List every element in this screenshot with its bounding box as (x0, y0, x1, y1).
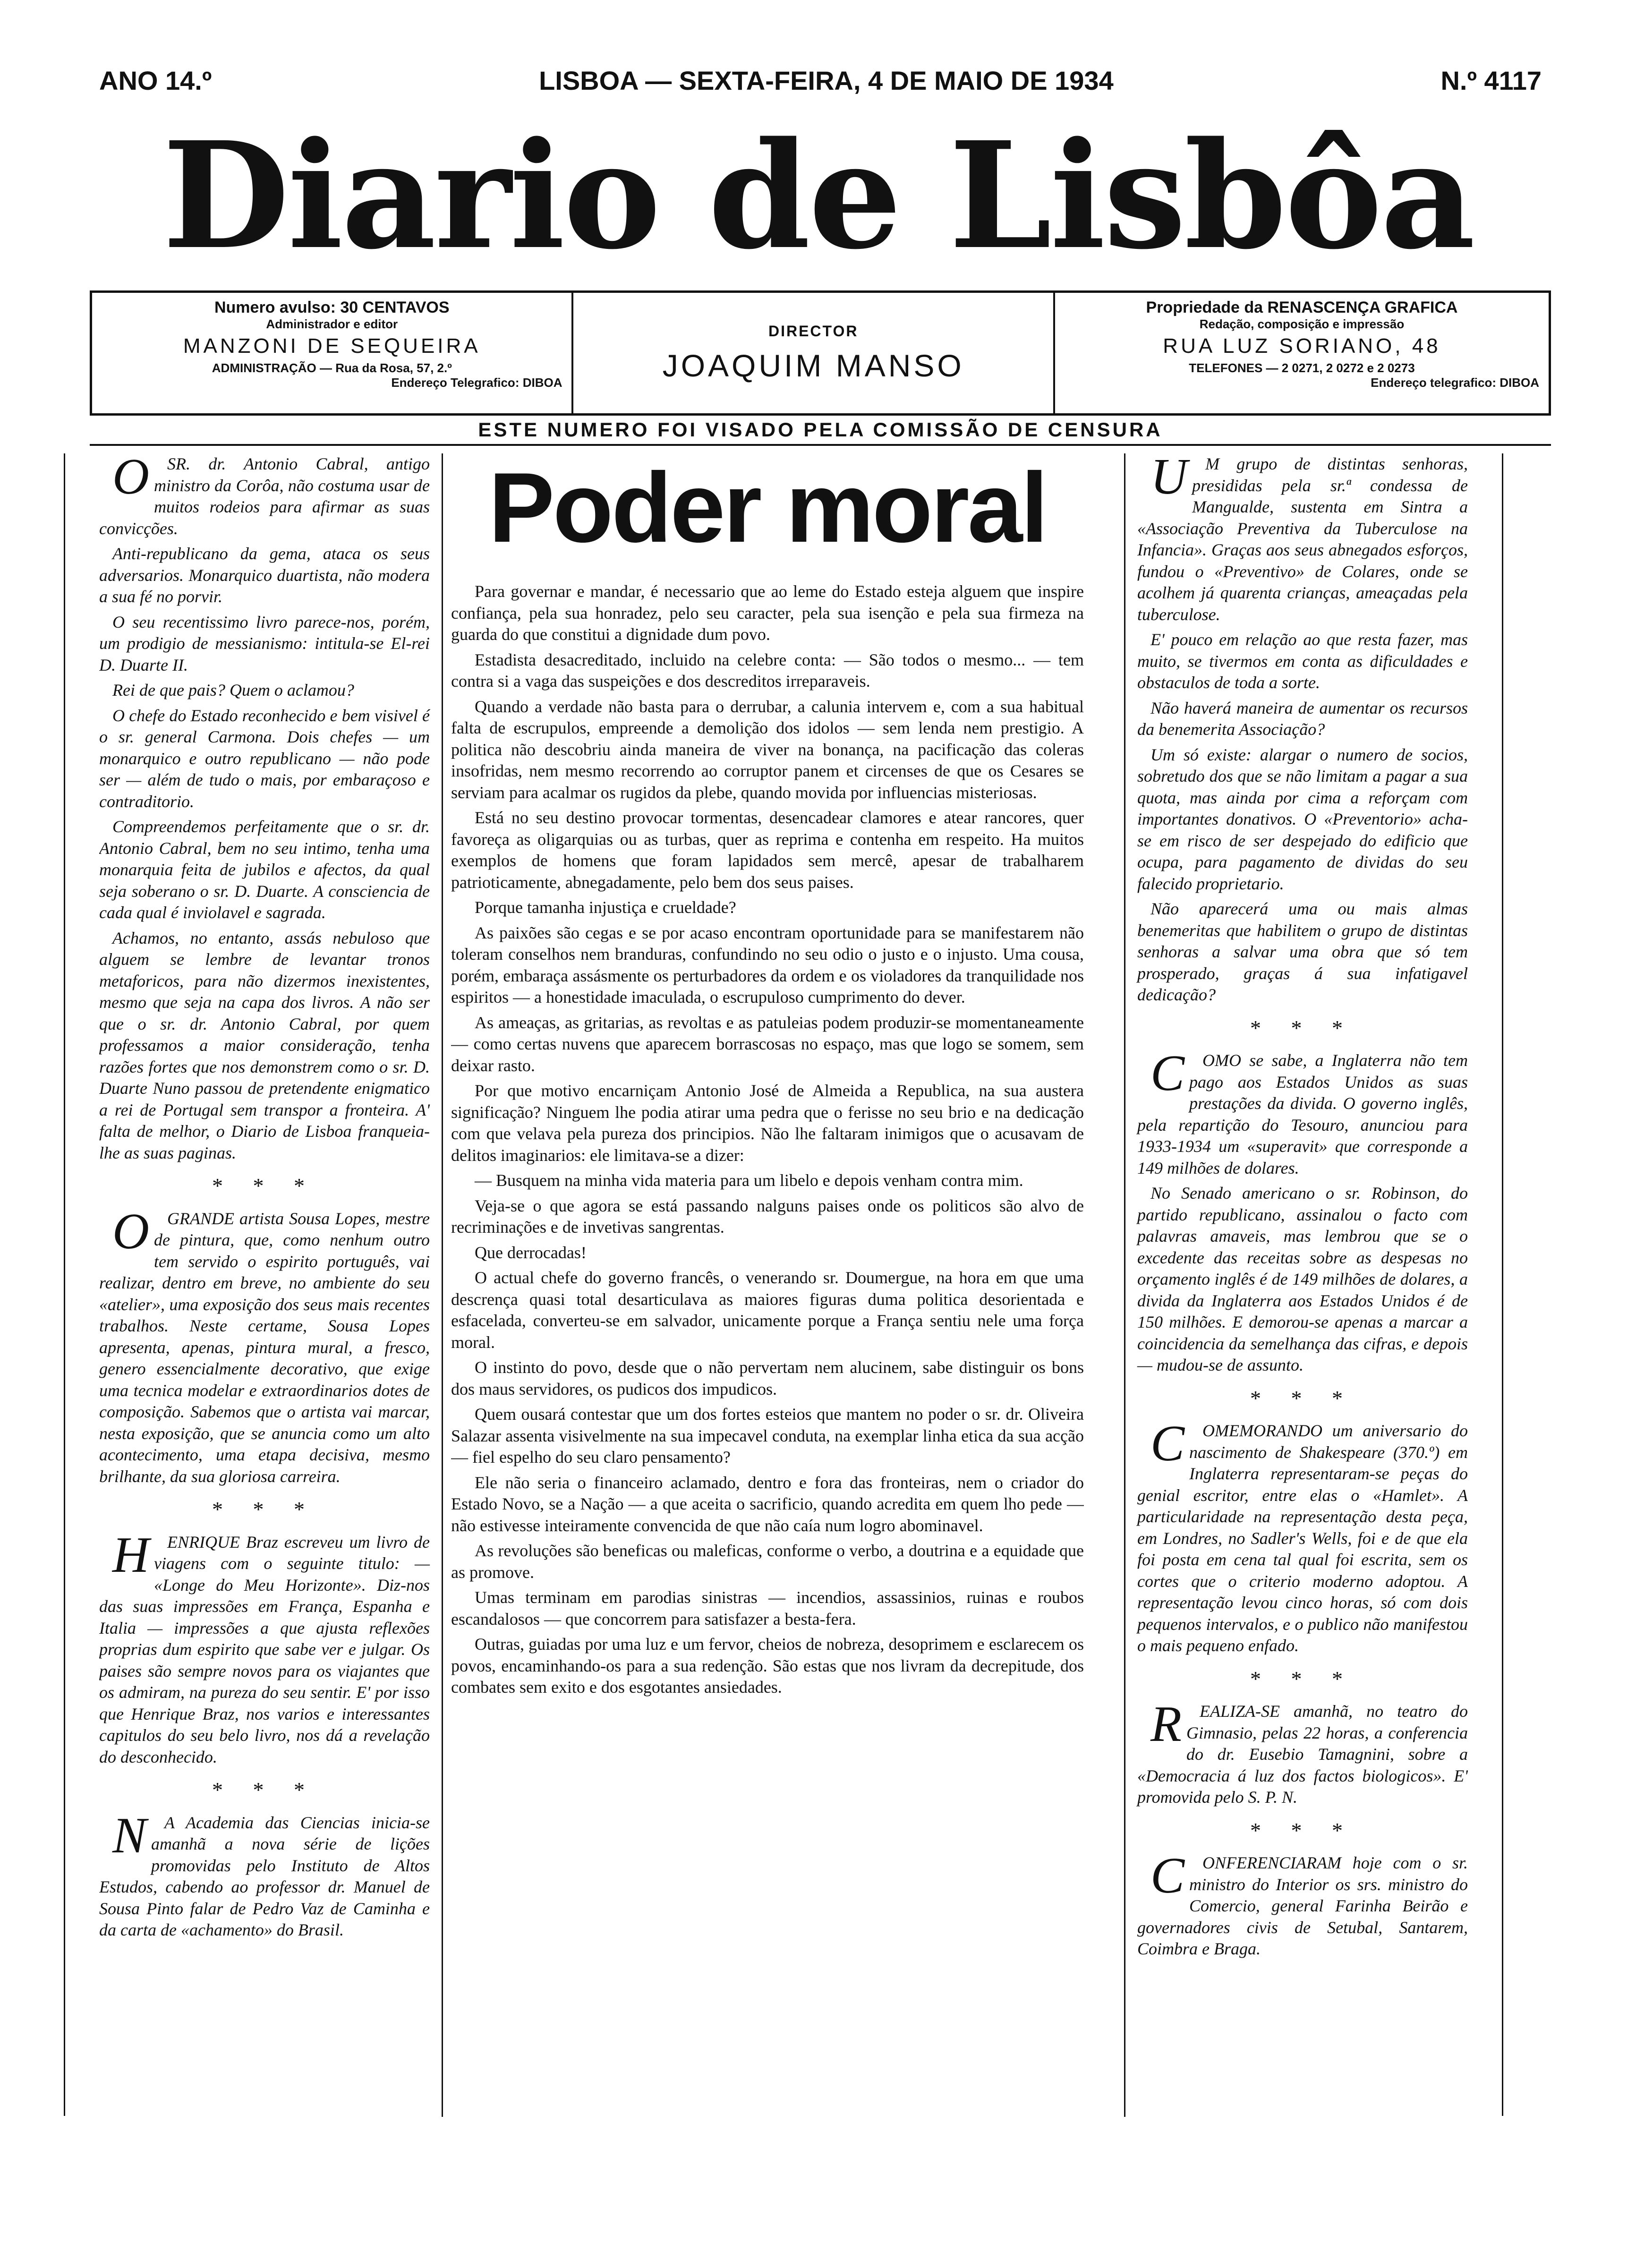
telegraph-address-right: Endereço telegrafico: DIBOA (1371, 375, 1539, 390)
telephones: TELEFONES — 2 0271, 2 0272 e 2 0273 (1189, 361, 1415, 375)
brief-text: O chefe do Estado reconhecido e bem visivel é o sr. general Carmona. Dois chefes — um monarquico e outro republicano — não pode ser — além de tudo o mais, por embaraçoso e contraditorio. (99, 706, 430, 811)
brief-text: GRANDE artista Sousa Lopes, mestre de pintura, que, como nenhum outro tem servido o espirito português, vai realizar, dentro em breve, no ambiente do seu «atelier», uma exposição dos seus mais recentes trabalhos. Neste certame, Sousa Lopes apresenta, apenas, pintura mural, a fresco, genero essencialmente decorativo, que exige uma tecnica modelar e extraordinarios dotes de composição. Sabemos que o artista vai marcar, nesta exposição, que se anuncia como um alto acontecimento, uma etapa decisiva, mesmo brilhante, da sua gloriosa carreira. (99, 1209, 430, 1486)
brief-text: Um só existe: alargar o numero de socios, sobretudo dos que se não limitam a pagar a sua quota, mas ainda por cima a reforçam com importantes donativos. O «Preventorio» acha-se em risco de ser despejado do edificio que ocupa, para pagamento de dividas do seu falecido proprietario. (1137, 745, 1468, 893)
brief-text: Não aparecerá uma ou mais almas benemeritas que habilitem o grupo de distintas senhoras a salvar uma obra que só tem prosperado, graças á sua infatigavel dedicação? (1137, 899, 1468, 1004)
info-left (92, 293, 573, 413)
admin-address: ADMINISTRAÇÃO — Rua da Rosa, 57, 2.º (212, 361, 452, 375)
brief-text: Compreendemos perfeitamente que o sr. dr. Antonio Cabral, bem no seu intimo, tenha uma monarquia feita de jubilos e afectos, da qual seja soberano o sr. D. Duarte. A consciencia de cada qual é inviolavel e sagrada. (99, 817, 430, 922)
brief-paragraph (1137, 629, 1468, 694)
masthead-info-box (90, 290, 1551, 416)
editorial-paragraph: Para governar e mandar, é necessario que ao leme do Estado esteja alguem que inspire confiança, pela sua honradez, pelo seu caracter, pela sua isenção e pela sua firmeza na guarda do que constitui a dignidade dum povo. (451, 582, 1084, 644)
director-label: DIRECTOR (768, 323, 859, 340)
drop-cap: C (1150, 1848, 1185, 1904)
brief-paragraph (1137, 898, 1468, 1006)
info-middle (573, 293, 1055, 413)
editorial-paragraph: Veja-se o que agora se está passando nalguns paises onde os politicos são alvo de recriminações e de invetivas sangrentas. (451, 1196, 1084, 1236)
telegraph-address-left: Endereço Telegrafico: DIBOA (391, 375, 562, 390)
left-border-rule (64, 453, 65, 2116)
newspaper-title: Diario de Lisbôa (162, 110, 1474, 282)
news-brief (99, 1203, 430, 1488)
editorial-paragraph: Ele não seria o financeiro aclamado, dentro e fora das fronteiras, nem o criador do Estado Novo, se a Nação — a que aceita o sacrificio, quando acredita em quem lho pede — não estivesse inteiramente convencida de que não caía num logro abominavel. (451, 1473, 1084, 1535)
drop-cap: N (112, 1807, 147, 1864)
editorial-headline: Poder moral (488, 453, 1047, 563)
price-label: Numero avulso: 30 CENTAVOS (214, 298, 450, 316)
editorial-paragraph: Porque tamanha injustiça e crueldade? (475, 898, 736, 917)
brief-paragraph (99, 705, 430, 813)
brief-paragraph (1137, 1045, 1468, 1179)
editorial-paragraph: Quando a verdade não basta para o derrubar, a calunia intervem e, com a sua habitual falta de escrupulos, empreende a demolição dos idolos — sem lenda nem prestigio. A politica não descobriu ainda maneira de viver na bonança, na pacificação das coleras insofridas, nem mesmo recorrendo ao corruptor panem et circenses de que os Cesares se serviam para acalmar os rugidos da plebe, quando movida por influencias misteriosas. (451, 697, 1084, 802)
brief-text: OMEMORANDO um aniversario do nascimento de Shakespeare (370.º) em Inglaterra representaram-se peças do genial escritor, entre elas o «Hamlet». A particularidade na representação desta peça, em Londres, no Sadler's Wells, foi e de que ela foi posta em cena tal qual foi escrita, sem os cortes que o criterio moderno adoptou. A representação levou cinco horas, só com dois pequenos intervalos, e o publico não manifestou o mais pequeno enfado. (1137, 1421, 1468, 1655)
brief-paragraph (1137, 1183, 1468, 1376)
censorship-note: ESTE NUMERO FOI VISADO PELA COMISSÃO DE CENSURA (90, 416, 1551, 446)
brief-paragraph (99, 1807, 430, 1941)
editorial-paragraph: As revoluções são beneficas ou maleficas, conforme o verbo, a doutrina e a equidade que as promove. (451, 1541, 1084, 1582)
dateline-bar (99, 59, 1542, 102)
press-role: Redação, composição e impressão (1199, 317, 1405, 331)
brief-paragraph (1137, 698, 1468, 741)
year-label: ANO 14.º (99, 65, 212, 95)
left-column (99, 453, 443, 2117)
news-brief (1137, 1415, 1468, 1657)
news-brief (1137, 1696, 1468, 1808)
section-separator: * * * (212, 1174, 317, 1198)
director-name: JOAQUIM MANSO (662, 348, 964, 383)
news-brief (1137, 453, 1468, 1006)
brief-paragraph (1137, 744, 1468, 895)
news-brief (1137, 1848, 1468, 1960)
press-address: RUA LUZ SORIANO, 48 (1163, 334, 1441, 358)
brief-text: Achamos, no entanto, assás nebuloso que alguem se lembre de levantar tronos metaforicos, para não dizermos inexistentes, mesmo que seja na capa dos livros. A não ser que o sr. dr. Antonio Cabral, por quem professamos a maior consideração, tenha razões fortes que nos demonstrem como o sr. D. Duarte Nuno passou de pretendente enigmatico a rei de Portugal sem transpor a fronteira. A' falta de melhor, o Diario de Lisboa franqueia-lhe as suas paginas. (99, 928, 430, 1162)
editor-name: MANZONI DE SEQUEIRA (183, 334, 481, 358)
brief-text: Não haverá maneira de aumentar os recursos da benemerita Associação? (1137, 698, 1468, 739)
brief-text: No Senado americano o sr. Robinson, do partido republicano, assinalou o facto com palavras amaveis, mas lembrou que se o excedente das receitas sobre as despesas no orçamento inglês é de 149 milhões de dolares, a divida da Inglaterra aos Estados Unidos é de 150 milhões. E demorou-se apenas a marcar a coincidencia da semelhança das cifras, e depois — mudou-se de assunto. (1137, 1184, 1468, 1374)
drop-cap: C (1150, 1415, 1185, 1472)
brief-paragraph (1137, 1696, 1468, 1808)
editorial-paragraph: As ameaças, as gritarias, as revoltas e as patuleias podem produzir-se momentaneamente — como certas nuvens que aparecem borrascosas no espaço, mas que logo se somem, sem deixar rasto. (451, 1013, 1084, 1075)
brief-text: ENRIQUE Braz escreveu um livro de viagens com o seguinte titulo: — «Longe do Meu Horizonte». Diz-nos das suas impressões em França, Espanha e Italia — impressões a que ajusta reflexões proprias dum espirito que sabe ver e julgar. Os paises são sempre novos para os viajantes que os admiram, na pureza do seu sentir. E' por isso que Henrique Braz, nos varios e interessantes capitulos do seu belo livro, nos dá a revelação do desconhecido. (99, 1532, 430, 1766)
drop-cap: O (112, 453, 149, 505)
editorial-paragraph: Outras, guiadas por uma luz e um fervor, cheios de nobreza, desoprimem e esclarecem os povos, encaminhando-os para a sua redenção. São estas que nos livram da decrepitude, dos combates sem exito e dos esgotantes ansiedades. (451, 1635, 1084, 1697)
editorial-paragraph: Por que motivo encarniçam Antonio José de Almeida a Republica, na sua austera significação? Ninguem lhe podia atirar uma pedra que o ferisse no seu brio e na dedicação com que velava pela pureza dos principios. Não lhe faltaram inimigos que o acusavam de delitos imaginarios: ele limitava-se a dizer: (451, 1081, 1084, 1165)
brief-paragraph (99, 928, 430, 1164)
editorial-paragraph: As paixões são cegas e se por acaso encontram oportunidade para se manifestarem não toleram conselhos nem branduras, confundindo no seu odio o justo e o injusto. Uma cousa, porém, embaraça assásmente os perturbadores da ordem e os violadores da tranquilidade nos espiritos — a honestidade imaculada, o escrupuloso cumprimento do dever. (451, 923, 1084, 1006)
brief-paragraph (99, 1203, 430, 1488)
brief-text: Anti-republicano da gema, ataca os seus adversarios. Monarquico duartista, não modera a sua fé no porvir. (99, 544, 430, 606)
news-brief (99, 1807, 430, 1941)
info-right (1055, 293, 1549, 413)
brief-paragraph (99, 680, 430, 701)
editorial-paragraph: Quem ousará contestar que um dos fortes esteios que mantem no poder o sr. dr. Oliveira Salazar assenta visivelmente na sua impecavel conduta, na exemplar linha etica da sua acção — fiel espelho do seu claro pensamento? (451, 1405, 1084, 1467)
brief-paragraph (99, 453, 430, 539)
brief-paragraph (99, 543, 430, 608)
drop-cap: U (1150, 453, 1187, 505)
owner-label: Propriedade da RENASCENÇA GRAFICA (1146, 298, 1458, 316)
brief-paragraph (1137, 453, 1468, 625)
brief-text: E' pouco em relação ao que resta fazer, mas muito, se tivermos em conta as dificuldades e obstaculos de toda a sorte. (1137, 630, 1468, 692)
drop-cap: C (1150, 1045, 1185, 1101)
brief-text: A Academia das Ciencias inicia-se amanhã a nova série de lições promovidas pelo Instituto de Altos Estudos, cabendo ao professor dr. Manuel de Sousa Pinto falar de Pedro Vaz de Caminha e da carta de «achamento» do Brasil. (99, 1813, 430, 1939)
editorial-body (451, 581, 1084, 1698)
brief-paragraph (1137, 1848, 1468, 1960)
editorial-paragraph: Que derrocadas! (475, 1243, 587, 1262)
news-brief (99, 1526, 430, 1768)
brief-paragraph (99, 612, 430, 676)
editorial-paragraph: Estadista desacreditado, incluido na celebre conta: — São todos o mesmo... — tem contra si a vaga das suspeições e dos descreditos irreparaveis. (451, 650, 1084, 691)
section-separator: * * * (212, 1497, 317, 1521)
section-separator: * * * (1250, 1818, 1355, 1842)
brief-text: EALIZA-SE amanhã, no teatro do Gimnasio, pelas 22 horas, a conferencia do dr. Eusebio Tamagnini, sobre a «Democracia á luz dos factos biologicos». E' promovida pelo S. P. N. (1137, 1702, 1468, 1807)
drop-cap: R (1150, 1696, 1182, 1752)
right-border-rule (1502, 453, 1503, 2116)
editor-role: Administrador e editor (266, 317, 398, 331)
section-separator: * * * (1250, 1015, 1355, 1040)
brief-text: ONFERENCIARAM hoje com o sr. ministro do Interior os srs. ministro do Comercio, general Farinha Beirão e governadores civis de Setubal, Santarem, Coimbra e Braga. (1137, 1853, 1468, 1958)
brief-text: Rei de que pais? Quem o aclamou? (112, 681, 354, 699)
drop-cap: O (112, 1203, 149, 1260)
brief-paragraph (99, 816, 430, 924)
dateline: LISBOA — SEXTA-FEIRA, 4 DE MAIO DE 1934 (539, 65, 1114, 95)
editorial-paragraph: Está no seu destino provocar tormentas, desencadear clamores e atear rancores, quer favoreça as oligarquias ou as turbas, quer as reprima e contenha em respeito. Ha muitos exemplos de homens que foram lapidados sem mercê, apesar de trabalharem patrioticamente, abnegadamente, pelo bem dos seus paises. (451, 808, 1084, 892)
brief-paragraph (1137, 1415, 1468, 1657)
news-brief (99, 453, 430, 1164)
brief-text: M grupo de distintas senhoras, presididas pela sr.ª condessa de Mangualde, sustenta em Sintra a «Associação Preventiva da Tuberculose na Infancia». Graças aos seus abnegados esforços, fundou o «Preventivo» de Colares, onde se acolhem já quarenta crianças, ameaçadas pela tuberculose. (1137, 454, 1468, 624)
drop-cap: H (112, 1526, 149, 1583)
brief-paragraph (99, 1526, 430, 1768)
brief-text: O seu recentissimo livro parece-nos, porém, um prodigio de messianismo: intitula-se El-rei D. Duarte II. (99, 612, 430, 674)
right-column (1124, 453, 1468, 2117)
section-separator: * * * (1250, 1666, 1355, 1691)
brief-text: OMO se sabe, a Inglaterra não tem pago aos Estados Unidos as suas prestações da divida. O governo inglês, pela repartição do Tesouro, anunciou para 1933-1934 um «superavit» que corresponde a 149 milhões de dolares. (1137, 1051, 1468, 1177)
editorial-paragraph: O instinto do povo, desde que o não pervertam nem alucinem, sabe distinguir os bons dos maus servidores, os pudicos dos impudicos. (451, 1358, 1084, 1398)
editorial-column (451, 453, 1084, 2117)
section-separator: * * * (1250, 1386, 1355, 1410)
section-separator: * * * (212, 1778, 317, 1802)
brief-text: SR. dr. Antonio Cabral, antigo ministro da Corôa, não costuma usar de muitos rodeios para afirmar as suas convicções. (99, 454, 430, 538)
editorial-paragraph: Umas terminam em parodias sinistras — incendios, assassinios, ruinas e roubos escandalosos — que concorrem para satisfazer a besta-fera. (451, 1588, 1084, 1629)
issue-number: N.º 4117 (1440, 65, 1542, 95)
editorial-paragraph: — Busquem na minha vida materia para um libelo e depois venham contra mim. (475, 1171, 1023, 1190)
news-brief (1137, 1045, 1468, 1376)
editorial-paragraph: O actual chefe do governo francês, o venerando sr. Doumergue, na hora em que uma descrença quasi total desarticulava as maiores figuras duma politica desorientada e esfacelada, converteu-se em salvador, unicamente porque a França sentiu nele uma força moral. (451, 1268, 1084, 1352)
